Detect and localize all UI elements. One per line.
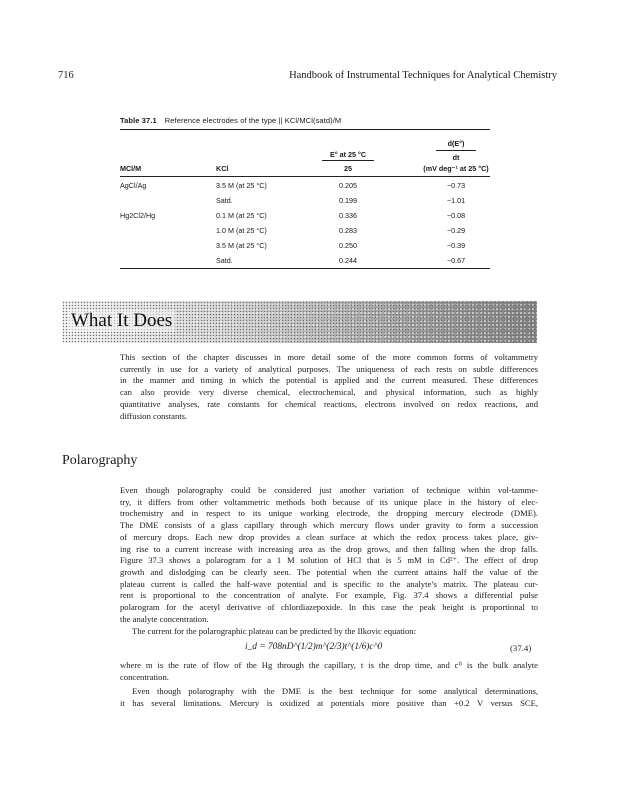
- row-1-dedt: −0.73: [446, 181, 466, 190]
- text-line: This section of the chapter discusses in more detail some of the more common forms of voltammetry: [120, 352, 538, 362]
- text-line: try, it differs from other voltammetric methods both because of its unique place in the history of elec-: [120, 496, 538, 507]
- text-line: growth and dislodging can be clearly seen. The potential when the current attains half the value of the: [120, 566, 538, 577]
- text-line: ing rise to a current increase with increasing area as the drop grows, and then falling when the drop falls.: [120, 543, 538, 554]
- row-2-kcl: Satd.: [216, 196, 233, 205]
- running-head: Handbook of Instrumental Techniques for Analytical Chemistry: [289, 70, 557, 81]
- text-line: currently in use for a variety of analytical purposes. The uniqueness of each rests on subtle differences: [120, 363, 538, 374]
- body-paragraph-4: [120, 686, 538, 709]
- text-line: can also provide very diverse chemical, electrochemical, and physical information, such as highly: [120, 387, 538, 398]
- text-line: where m is the rate of flow of the Hg through the capillary, t is the drop time, and c⁰ is the bulk analyte: [120, 660, 538, 670]
- body-paragraph-2: [132, 626, 538, 638]
- row-2-dedt: −1.01: [446, 196, 466, 205]
- row-3-dedt: −0.08: [446, 211, 466, 220]
- row-4-e0: 0.283: [339, 226, 357, 235]
- row-3-kcl: 0.1 M (at 25 °C): [216, 211, 267, 220]
- text-line: quantitative analyses, rate constants for chemical reactions, electrons involved on redox reactions, and: [120, 398, 538, 409]
- text-line: in the manner and timing in which the potential is applied and the current measured. These differences: [120, 375, 538, 386]
- header-dedt-unit: (mV deg⁻¹ at 25 °C): [423, 164, 489, 173]
- text-line: it has several limitations. Mercury is oxidized at potentials more positive than +0.2 V versus SCE,: [120, 697, 538, 708]
- header-e0-underline: [322, 160, 374, 161]
- row-6-kcl: Satd.: [216, 256, 233, 265]
- table-header-rule: [120, 176, 490, 177]
- text-line: trochemistry and in respect to its unique working electrode, the dropping mercury electrode (DME).: [120, 508, 538, 519]
- row-6-e0: 0.244: [339, 256, 357, 265]
- body-paragraph-3: [120, 660, 538, 683]
- header-dedt-numerator: d(E°): [447, 139, 465, 148]
- text-line: The DME consists of a glass capillary through which mercury flows under gravity to form a succession: [120, 520, 538, 531]
- row-3-mcl: Hg2Cl2/Hg: [120, 211, 156, 220]
- text-line: of mercury drops. Each new drop provides a clean surface at which the redox process takes place, giv-: [120, 531, 538, 542]
- text-line: the analyte concentration.: [120, 613, 209, 624]
- table-caption-label: Table 37.1: [120, 116, 157, 125]
- page-number: 716: [58, 70, 74, 81]
- table-caption: [120, 116, 341, 125]
- table-caption-text: Reference electrodes of the type || KCl/MCl(satd)/M: [164, 116, 342, 125]
- section-band-title: What It Does: [68, 310, 175, 332]
- row-1-e0: 0.205: [339, 181, 357, 190]
- row-2-e0: 0.199: [339, 196, 357, 205]
- text-line: polarogram for the acetyl derivative of chlordiazepoxide. In this case the peak height is proportional to: [120, 602, 538, 613]
- header-dedt-denominator: dt: [452, 153, 460, 162]
- text-line: concentration.: [120, 671, 169, 682]
- header-e0-value: 25: [344, 164, 352, 173]
- text-line: rent is proportional to the concentration of analyte. For example, Fig. 37.4 shows a differential pulse: [120, 590, 538, 601]
- row-1-kcl: 3.5 M (at 25 °C): [216, 181, 267, 190]
- text-line: Even though polarography with the DME is the best technique for some analytical determinations,: [132, 686, 538, 696]
- header-fraction-bar: [436, 150, 476, 151]
- text-line: Figure 37.3 shows a polarogram for a 1 M solution of HCl that is 5 mM in Cd²⁺. The effect of drop: [120, 555, 538, 566]
- table-bottom-rule: [120, 268, 490, 269]
- header-mcl: MCl/M: [120, 164, 142, 173]
- row-5-kcl: 3.5 M (at 25 °C): [216, 241, 267, 250]
- row-3-e0: 0.336: [339, 211, 357, 220]
- text-line: The current for the polarographic plateau can be predicted by the Ilkovic equation:: [132, 626, 416, 636]
- row-4-dedt: −0.29: [446, 226, 466, 235]
- text-line: diffusion constants.: [120, 410, 188, 421]
- row-4-kcl: 1.0 M (at 25 °C): [216, 226, 267, 235]
- ilkovic-equation: [245, 642, 382, 652]
- row-5-dedt: −0.39: [446, 241, 466, 250]
- row-6-dedt: −0.67: [446, 256, 466, 265]
- equation-number: (37.4): [510, 643, 532, 653]
- header-e0-label: E° at 25 °C: [329, 150, 367, 159]
- row-1-mcl: AgCl/Ag: [120, 181, 147, 190]
- body-paragraph-1: [120, 485, 538, 625]
- header-kcl: KCl: [216, 164, 229, 173]
- text-line: plateau current is called the half-wave potential and is specific to the analyte’s matrix. The plateau cur-: [120, 578, 538, 589]
- text-line: Even though polarography could be considered just another variation of technique within vol-tamme-: [120, 485, 538, 495]
- table-top-rule: [120, 129, 490, 130]
- intro-paragraph: [120, 352, 538, 422]
- section-heading: Polarography: [62, 453, 138, 468]
- row-5-e0: 0.250: [339, 241, 357, 250]
- equation-text: i_d = 708nD^(1/2)m^(2/3)t^(1/6)c^0: [245, 642, 383, 652]
